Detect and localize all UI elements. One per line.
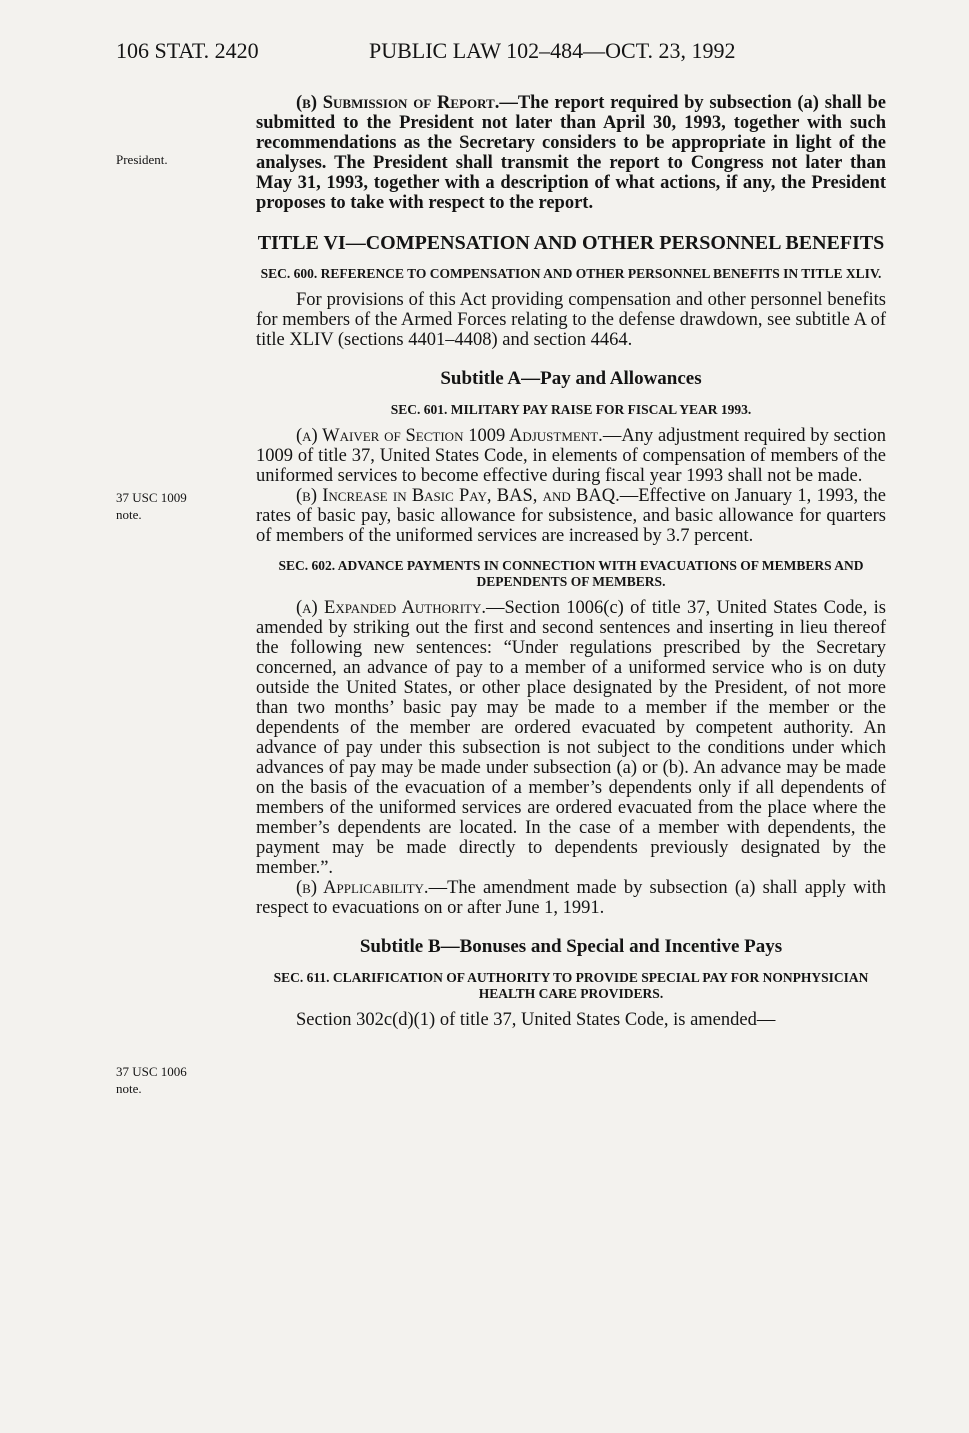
paragraph-text: —The amendment made by subsection (a) shall apply with respect to evacuations on or after June 1, 1991.	[256, 878, 886, 918]
document-body	[256, 93, 886, 1030]
section-602-heading: SEC. 602. ADVANCE PAYMENTS IN CONNECTION WITH EVACUATIONS OF MEMBERS AND DEPENDENTS OF MEMBERS.	[278, 558, 864, 589]
margin-note-line: note.	[116, 507, 142, 522]
margin-note-line: note.	[116, 1081, 142, 1096]
section-611-text: Section 302c(d)(1) of title 37, United States Code, is amended—	[296, 1010, 776, 1030]
paragraph-text: —The report required by subsection (a) shall be submitted to the President not later than April 30, 1993, together with such recommendations as the Secretary considers to be appropriate in light of the analyses. The President shall transmit the report to Congress not later than May 31, 1993, together with a description of what actions, if any, the President proposes to take with respect to the report.	[256, 93, 886, 213]
section-611-heading: SEC. 611. CLARIFICATION OF AUTHORITY TO PROVIDE SPECIAL PAY FOR NONPHYSICIAN HEALTH CARE PROVIDERS.	[273, 970, 869, 1001]
subtitle-b-heading: Subtitle B—Bonuses and Special and Incentive Pays	[359, 936, 783, 957]
section-600-heading: SEC. 600. REFERENCE TO COMPENSATION AND OTHER PERSONNEL BENEFITS IN TITLE XLIV.	[260, 266, 882, 281]
paragraph-text: —Effective on January 1, 1993, the rates of basic pay, basic allowance for subsistence, and basic allowance for quarters of members of the uniformed services are increased by 3.7 percent.	[256, 486, 886, 546]
paragraph-text: —Section 1006(c) of title 37, United States Code, is amended by striking out the first and second sentences and inserting in lieu thereof the following new sentences: “Under regulations prescribed by the Secretary concerned, an advance of pay to a member of a uniformed service who is on duty outside the United States, or other place designated by the President, of not more than two months’ basic pay may be made to a member if the member or the dependents of the member are ordered evacuated by competent authority. An advance of pay under this subsection is not subject to the conditions under which advances of pay may be made under subsection (a) or (b). An advance may be made on the basis of the evacuation of a member’s dependents only if all dependents of members of the uniformed services are ordered evacuated from the place where the member’s dependents are located. In the case of a member with dependents, the payment may be made directly to dependents previously designated by the member.”.	[256, 598, 886, 878]
margin-note-president: President.	[116, 152, 168, 167]
paragraph-text: —Any adjustment required by section 1009 of title 37, United States Code, in elements of compensation of members of the uniformed services to become effective during fiscal year 1993 shall not be made.	[256, 426, 887, 486]
subsection-heading: (a) Expanded Authority.	[296, 598, 486, 618]
subsection-heading: (a) Waiver of Section 1009 Adjustment.	[296, 426, 603, 446]
margin-note-37-usc-1009	[116, 489, 187, 523]
paragraph-submission-of-report	[256, 93, 886, 213]
subsection-heading: (b) Applicability.	[296, 878, 429, 898]
subtitle-a-heading: Subtitle A—Pay and Allowances	[440, 368, 702, 389]
subsection-heading: (b) Submission of Report.	[296, 93, 500, 113]
margin-note-37-usc-1006	[116, 1063, 187, 1097]
title-vi-heading: TITLE VI—COMPENSATION AND OTHER PERSONNEL BENEFITS	[257, 232, 885, 254]
section-601-b	[256, 486, 886, 546]
section-600-text: For provisions of this Act providing compensation and other personnel benefits for members of the Armed Forces relating to the defense drawdown, see subtitle A of title XLIV (sections 4401–4408) and section 4464.	[256, 290, 886, 350]
section-602-a	[256, 598, 886, 878]
section-601-heading: SEC. 601. MILITARY PAY RAISE FOR FISCAL YEAR 1993.	[390, 402, 752, 417]
margin-note-line: 37 USC 1009	[116, 490, 187, 505]
subsection-heading: (b) Increase in Basic Pay, BAS, and BAQ.	[296, 486, 620, 506]
section-602-b	[256, 878, 886, 918]
margin-note-line: 37 USC 1006	[116, 1064, 187, 1079]
section-601-a	[256, 426, 886, 486]
law-citation: PUBLIC LAW 102–484—OCT. 23, 1992	[369, 38, 736, 63]
page-number: 106 STAT. 2420	[116, 38, 259, 63]
